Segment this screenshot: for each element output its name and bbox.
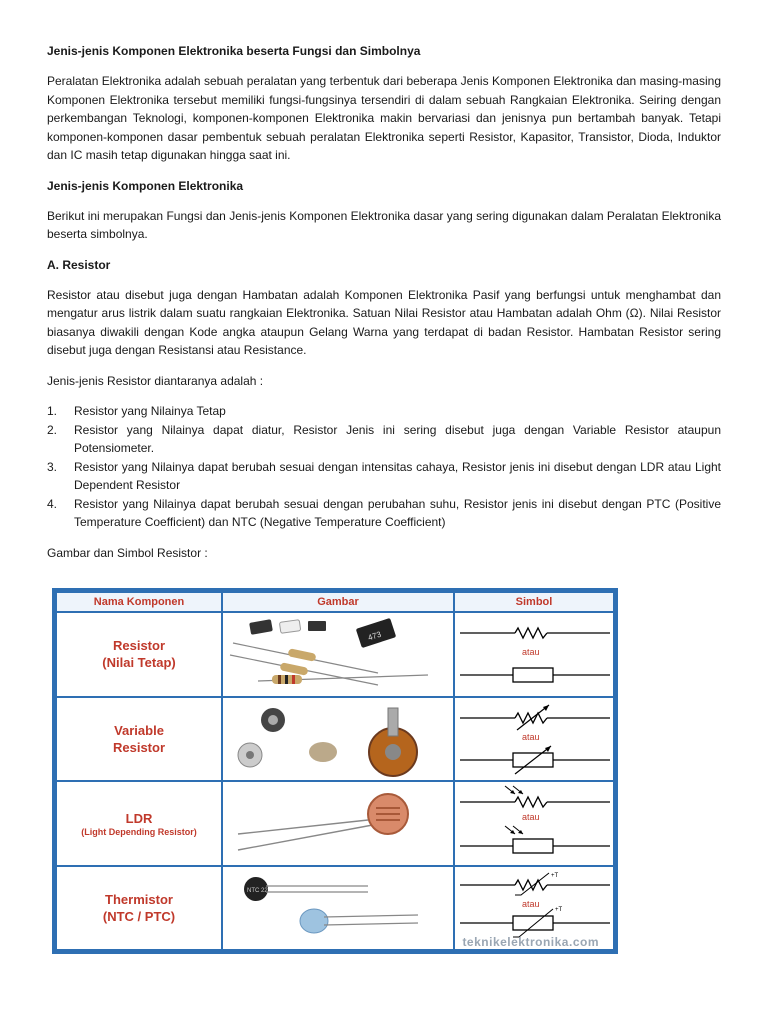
fixed-resistor-symbol [455, 615, 615, 693]
list-item [47, 458, 721, 495]
component-sub: (Nilai Tetap) [102, 655, 176, 671]
intro-paragraph: Peralatan Elektronika adalah sebuah peralatan yang terbentuk dari beberapa Jenis Komponen Elektronika dan masing-masing Komponen Elektronika tersebut memiliki fungsi-fungsinya tersendiri di dalam sebuah Rangkaian Elektronika. Seiring dengan perkembangan Teknologi, komponen-komponen Elektronika makin bervariasi dan jenisnya pun bertambah banyak. Tetapi komponen-komponen dasar pembentuk sebuah peralatan Elektronika seperti Resistor, Kapasitor, Transistor, Dioda, Induktor dan IC masih tetap digunakan hingga saat ini. [47, 74, 721, 162]
ldr-symbol [454, 781, 614, 866]
list-number: 4. [47, 496, 58, 511]
thermistor-image [228, 869, 448, 947]
list-item [47, 495, 721, 532]
row-name-cell [56, 781, 222, 866]
row-name-cell [56, 697, 222, 782]
ldr-image [228, 784, 448, 862]
header-gambar: Gambar [222, 592, 454, 612]
atau-label: atau [522, 731, 540, 742]
list-item [47, 402, 721, 421]
temp-label: +T [551, 872, 559, 879]
atau-label: atau [522, 647, 540, 658]
row-name-cell [56, 612, 222, 697]
header-nama-komponen: Nama Komponen [56, 592, 222, 612]
temp-label: +T [555, 906, 563, 913]
figure-caption: Gambar dan Simbol Resistor : [47, 545, 208, 560]
component-name: Variable [114, 722, 164, 738]
smd-code-label: 473 [366, 630, 383, 643]
resistor-figure-table [52, 588, 618, 954]
resistor-heading: A. Resistor [47, 257, 111, 272]
variable-resistor-picture [222, 697, 454, 782]
variable-resistor-image [228, 700, 448, 778]
ldr-picture [222, 781, 454, 866]
header-simbol: Simbol [454, 592, 614, 612]
document-page [47, 42, 721, 562]
variable-resistor-symbol-image [455, 700, 615, 778]
list-text: Resistor yang Nilainya dapat berubah sesuai dengan perubahan suhu, Resistor jenis ini disebut dengan PTC (Positive Temperature Coefficient) dan NTC (Negative Temperature Coefficient) [74, 496, 721, 529]
component-sub: Resistor [112, 739, 166, 755]
list-number: 1. [47, 404, 58, 418]
component-name: Resistor [112, 638, 166, 654]
atau-label: atau [522, 812, 540, 823]
atau-label: atau [522, 898, 540, 909]
document-title: Jenis-jenis Komponen Elektronika beserta Fungsi dan Simbolnya [47, 44, 421, 58]
component-sub: (Light Depending Resistor) [81, 826, 197, 837]
resistor-picture [222, 612, 454, 697]
thermistor-code-label: NTC 22 [247, 887, 268, 894]
section-intro-paragraph: Berikut ini merupakan Fungsi dan Jenis-jenis Komponen Elektronika dasar yang sering digunakan dalam Peralatan Elektronika beserta simbolnya. [47, 208, 721, 241]
types-intro: Jenis-jenis Resistor diantaranya adalah : [47, 373, 264, 388]
list-text: Resistor yang Nilainya dapat berubah sesuai dengan intensitas cahaya, Resistor jenis ini disebut dengan LDR atau Light Dependent Resistor [74, 459, 721, 492]
resistor-description: Resistor atau disebut juga dengan Hambatan adalah Komponen Elektronika Pasif yang berfungsi untuk menghambat dan mengatur arus listrik dalam suatu rangkaian Elektronika. Satuan Nilai Resistor atau Hambatan adalah Ohm (Ω). Nilai Resistor biasanya diwakili dengan Kode angka ataupun Gelang Warna yang terdapat di badan Resistor. Hambatan Resistor sering disebut juga dengan Resistansi atau Resistance. [47, 287, 721, 357]
thermistor-picture [222, 866, 454, 951]
row-name-cell [56, 866, 222, 951]
list-text: Resistor yang Nilainya dapat diatur, Resistor Jenis ini sering disebut juga dengan Variable Resistor ataupun Potensiometer. [74, 422, 721, 455]
resistor-symbol [454, 612, 614, 697]
fixed-resistor-image [228, 615, 448, 693]
component-name: LDR [125, 810, 153, 826]
list-number: 2. [47, 422, 58, 437]
list-number: 3. [47, 459, 58, 474]
resistor-types-list [47, 402, 721, 532]
list-item [47, 421, 721, 458]
section-heading: Jenis-jenis Komponen Elektronika [47, 178, 244, 193]
watermark: teknikelektronika.com [462, 935, 599, 949]
ldr-symbol-image [455, 784, 615, 862]
component-name: Thermistor [105, 891, 173, 907]
component-sub: (NTC / PTC) [102, 908, 176, 924]
list-text: Resistor yang Nilainya Tetap [74, 404, 226, 418]
variable-resistor-symbol [454, 697, 614, 782]
